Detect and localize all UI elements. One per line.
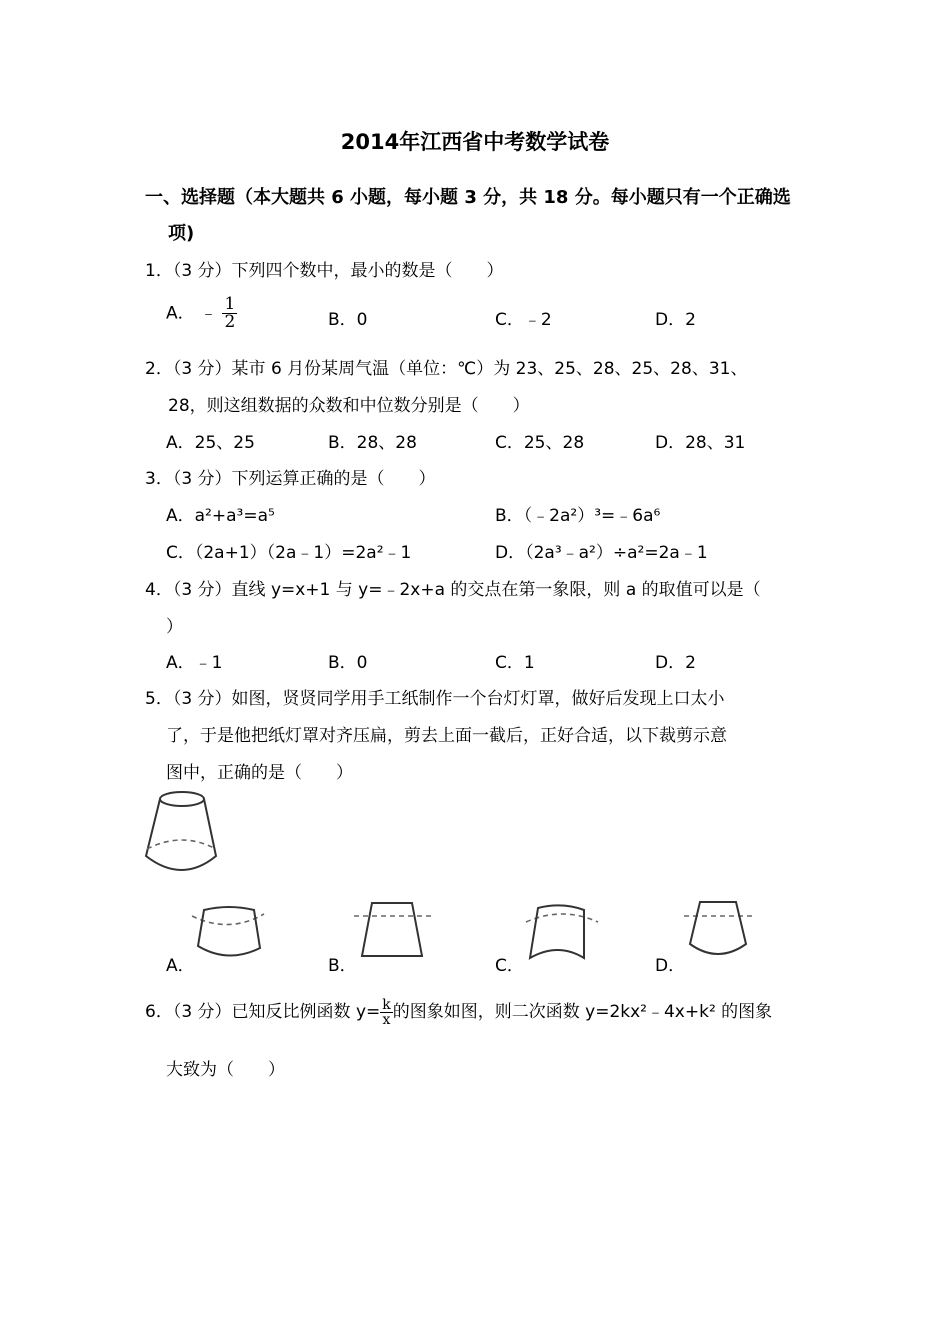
q5-option-a: A． — [166, 956, 195, 976]
q2-stem-line1: 2．（3 分）某市 6 月份某周气温（单位：℃）为 23、25、28、25、28、31、 — [145, 359, 748, 379]
q1-option-a-sign: ﹣ — [200, 303, 218, 324]
q1-frac-numerator: 1 — [224, 294, 236, 314]
q5-figure-c — [522, 900, 602, 962]
q5-stem-line3: 图中，正确的是（ ） — [166, 763, 353, 783]
q6-stem-pre: 6．（3 分）已知反比例函数 y= — [145, 1002, 381, 1022]
q3-option-a: A．a²+a³=a⁵ — [166, 506, 275, 526]
figure-d-shape — [690, 902, 746, 954]
q6-fraction — [380, 998, 392, 1027]
q1-frac-denominator: 2 — [224, 312, 236, 332]
q4-option-c: C．1 — [495, 653, 535, 673]
q5-figure-b — [352, 898, 436, 962]
q3-option-b: B．（﹣2a²）³=﹣6a⁶ — [495, 506, 661, 526]
q3-stem: 3．（3 分）下列运算正确的是（ ） — [145, 469, 436, 489]
q1-option-d: D．2 — [655, 310, 696, 330]
q1-option-a — [166, 296, 237, 331]
q6-stem-line1 — [145, 997, 772, 1027]
q1-stem: 1．（3 分）下列四个数中，最小的数是（ ） — [145, 261, 504, 281]
figure-b-shape — [362, 903, 422, 956]
q6-stem-post: 的图象如图，则二次函数 y=2kx²﹣4x+k² 的图象 — [392, 1002, 773, 1022]
figure-a-shape — [198, 907, 260, 956]
q2-option-d: D．28、31 — [655, 433, 746, 453]
q1-option-a-label: A． — [166, 303, 195, 324]
q4-option-d: D．2 — [655, 653, 696, 673]
q2-option-a: A．25、25 — [166, 433, 255, 453]
q6-frac-denominator: x — [380, 1012, 392, 1027]
q3-option-d: D．（2a³﹣a²）÷a²=2a﹣1 — [495, 543, 708, 563]
q1-option-c: C．﹣2 — [495, 310, 552, 330]
q4-stem-line1: 4．（3 分）直线 y=x+1 与 y=﹣2x+a 的交点在第一象限，则 a 的取值可以是（ — [145, 580, 761, 600]
q2-option-b: B．28、28 — [328, 433, 417, 453]
q4-option-a: A．﹣1 — [166, 653, 223, 673]
section-heading-line2: 项) — [168, 223, 195, 244]
q5-stem-line2: 了，于是他把纸灯罩对齐压扁，剪去上面一截后，正好合适，以下裁剪示意 — [166, 726, 727, 746]
section-heading-line1: 一、选择题（本大题共 6 小题，每小题 3 分，共 18 分。每小题只有一个正确选 — [145, 187, 791, 208]
lampshade-cut-line — [147, 840, 216, 849]
q1-option-b: B．0 — [328, 310, 368, 330]
lampshade-top-rim — [160, 792, 204, 806]
q1-option-a-fraction — [222, 296, 237, 331]
figure-c-shape — [530, 905, 584, 958]
lampshade-body — [146, 799, 216, 870]
q2-option-c: C．25、28 — [495, 433, 585, 453]
q5-figure-a — [190, 900, 268, 962]
q2-stem-line2: 28，则这组数据的众数和中位数分别是（ ） — [168, 396, 530, 416]
q4-stem-line2: ） — [166, 617, 183, 637]
q5-figure-d — [682, 898, 758, 962]
lampshade-figure — [140, 786, 224, 876]
q6-frac-numerator: k — [382, 996, 391, 1013]
q3-option-c: C．（2a+1）（2a﹣1）=2a²﹣1 — [166, 543, 412, 563]
q5-option-b: B． — [328, 956, 357, 976]
q6-stem-line2: 大致为（ ） — [166, 1060, 285, 1080]
page-title: 2014年江西省中考数学试卷 — [340, 130, 610, 154]
q5-option-d: D． — [655, 956, 686, 976]
q5-option-c: C． — [495, 956, 524, 976]
q4-option-b: B．0 — [328, 653, 368, 673]
q5-stem-line1: 5．（3 分）如图，贤贤同学用手工纸制作一个台灯灯罩，做好后发现上口太小 — [145, 689, 725, 709]
